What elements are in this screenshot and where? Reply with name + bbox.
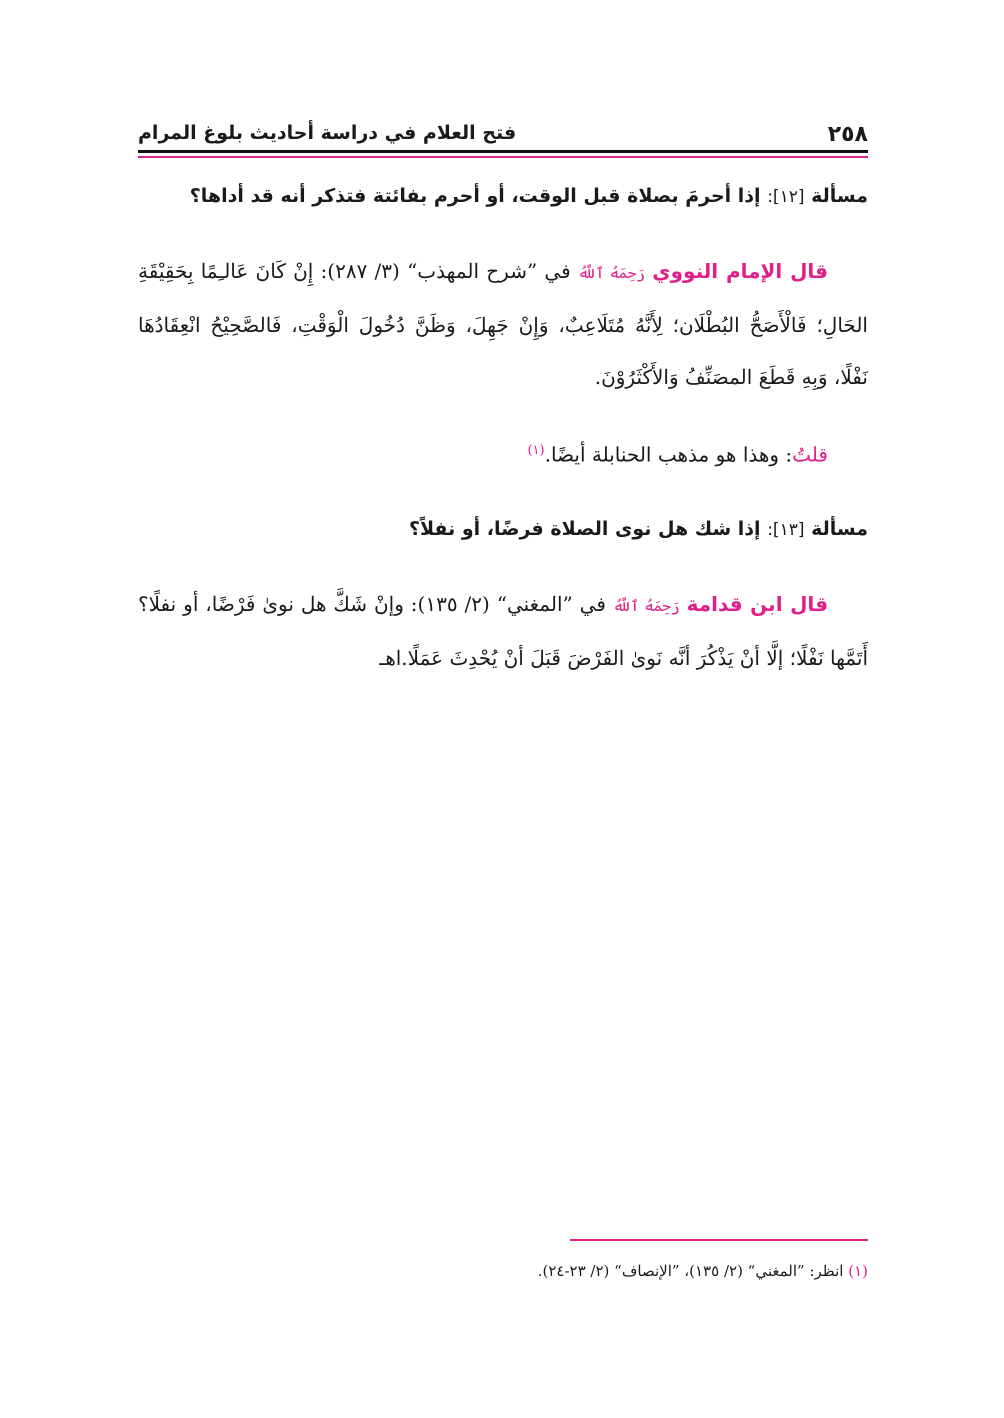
honorific-glyph: رَحِمَهُ ٱللَّهُ [577,264,646,282]
issue-13-heading [138,503,868,556]
issue-question: إذا شك هل نوى الصلاة فرضًا، أو نفلاً؟ [408,517,761,540]
nawawi-paragraph [138,245,868,403]
author-comment-paragraph [138,425,868,481]
page-number: ٢٥٨ [827,122,868,147]
page-header [138,118,868,154]
footnote-number: (١) [848,1262,868,1280]
footnote-reference[interactable]: (١) [527,443,545,458]
speaker-name: قال ابن قدامة [686,591,829,616]
header-accent-rule [138,156,868,158]
footnote-separator [570,1239,868,1241]
issue-12-heading [138,170,868,223]
quoted-text: في ”شرح المهذب“ (٣/ ٢٨٧): إِنْ كَانَ عَالـِمًا بِحَقِيْقَةِ الحَالِ؛ فَالْأَصَحُّ البُطْلَان؛ لِأَنَّهُ مُتَلَاعِبٌ، وَإِنْ جَهِلَ، وَظَنَّ دُخُولَ الْوَقْتِ، فَالصَّحِيْحُ انْعِقَادُهَا نَفْلًا، وَبِهِ قَطَعَ المصَنِّفُ وَالأَكْثَرُوْنَ. [138,259,868,389]
running-title: فتح العلام في دراسة أحاديث بلوغ المرام [138,122,517,144]
quoted-text: في ”المغني“ (٢/ ١٣٥): وإنْ شَكَّ هل نوىٰ فَرْضًا، أو نفلًا؟ أَتَمَّها نَفْلًا؛ إلَّا أنْ يَذْكُرَ أنَّه نَوىٰ الفَرْضَ قَبَلَ أنْ يُحْدِثَ عَمَلًا.اهـ [138,591,868,670]
qult-word: قلتُ [792,442,828,467]
ibn-qudama-paragraph [138,578,868,684]
footnote-text: انظر: ”المغني“ (٢/ ١٣٥)، ”الإنصاف“ (٢/ ٢٣-٢٤). [537,1262,849,1280]
honorific-glyph: رَحِمَهُ ٱللَّهُ [612,596,680,615]
issue-label: مسألة [811,185,868,207]
issue-number: [١٣]: [767,519,805,540]
comment-text: : وهذا هو مذهب الحنابلة أيضًا. [544,442,793,467]
footnote [138,1262,868,1280]
speaker-name: قال الإمام النووي [652,259,829,283]
issue-question: إذا أحرمَ بصلاة قبل الوقت، أو أحرم بفائتة فتذكر أنه قد أداها؟ [189,185,761,207]
issue-number: [١٢]: [767,187,805,207]
page-body [138,170,868,684]
issue-label: مسألة [811,517,868,540]
header-rule [138,150,868,153]
